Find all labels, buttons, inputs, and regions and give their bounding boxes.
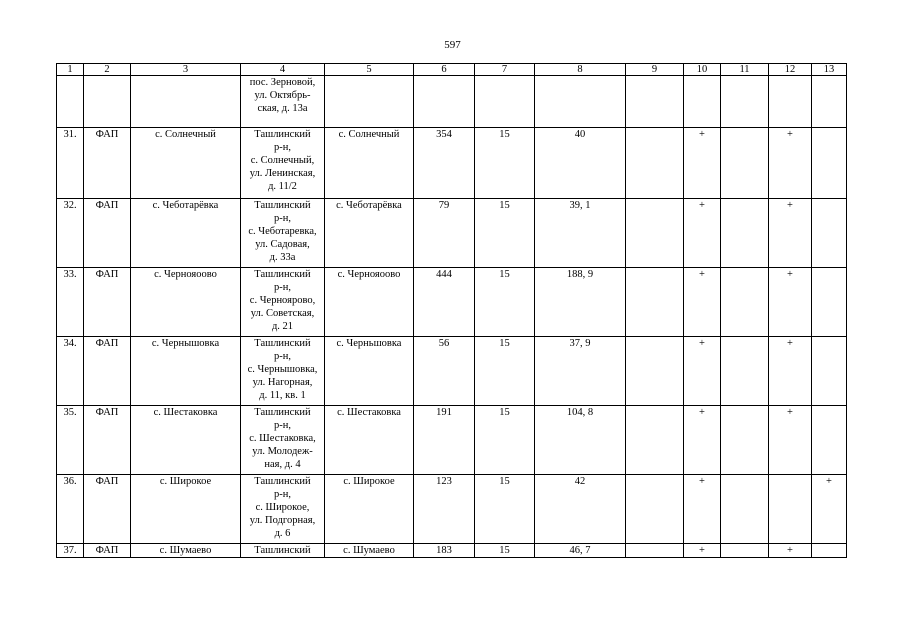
col11-value bbox=[721, 268, 769, 337]
address-line: р-н, bbox=[274, 489, 291, 500]
facility-table bbox=[56, 63, 847, 558]
row-number: 35. bbox=[57, 406, 84, 475]
col12-mark bbox=[769, 76, 812, 128]
address-line: Ташлинский bbox=[254, 269, 311, 280]
distance-value bbox=[475, 76, 535, 128]
distance-value: 15 bbox=[475, 406, 535, 475]
address-line: ул. Садовая, bbox=[255, 239, 310, 250]
settlement-name: с. Чеботарёвка bbox=[131, 199, 241, 268]
col9-value bbox=[626, 128, 684, 199]
column-header: 11 bbox=[721, 64, 769, 76]
table-row bbox=[57, 544, 847, 558]
col10-mark: + bbox=[684, 268, 721, 337]
col13-mark bbox=[812, 128, 847, 199]
col10-mark bbox=[684, 76, 721, 128]
address-line: с. Шестаковка, bbox=[249, 433, 316, 444]
area-value bbox=[535, 76, 626, 128]
column-header: 13 bbox=[812, 64, 847, 76]
col12-mark bbox=[769, 475, 812, 544]
distance-value: 15 bbox=[475, 199, 535, 268]
distance-value: 15 bbox=[475, 544, 535, 558]
col9-value bbox=[626, 475, 684, 544]
col13-mark bbox=[812, 406, 847, 475]
address-line: д. 6 bbox=[274, 528, 291, 539]
settlement-name: с. Солнечный bbox=[131, 128, 241, 199]
col9-value bbox=[626, 199, 684, 268]
col11-value bbox=[721, 406, 769, 475]
address-line: Ташлинский bbox=[254, 129, 311, 140]
served-settlement: с. Чернояоово bbox=[325, 268, 414, 337]
row-number: 33. bbox=[57, 268, 84, 337]
population-value: 123 bbox=[414, 475, 475, 544]
address-line: д. 21 bbox=[271, 321, 294, 332]
table-row bbox=[57, 128, 847, 199]
address-cell bbox=[241, 199, 325, 268]
table-row bbox=[57, 76, 847, 128]
area-value: 39, 1 bbox=[535, 199, 626, 268]
address-line: с. Чеботаревка, bbox=[248, 226, 317, 237]
col10-mark: + bbox=[684, 199, 721, 268]
col11-value bbox=[721, 128, 769, 199]
address-line: с. Солнечный, bbox=[250, 155, 315, 166]
served-settlement: с. Чеботарёвка bbox=[325, 199, 414, 268]
col11-value bbox=[721, 199, 769, 268]
col9-value bbox=[626, 268, 684, 337]
facility-type: ФАП bbox=[84, 128, 131, 199]
col13-mark bbox=[812, 544, 847, 558]
facility-type: ФАП bbox=[84, 475, 131, 544]
address-line: Ташлинский bbox=[254, 200, 311, 211]
facility-type: ФАП bbox=[84, 337, 131, 406]
address-line: ул. Советская, bbox=[250, 308, 315, 319]
col11-value bbox=[721, 337, 769, 406]
address-cell bbox=[241, 128, 325, 199]
col13-mark: + bbox=[812, 475, 847, 544]
row-number: 34. bbox=[57, 337, 84, 406]
facility-type: ФАП bbox=[84, 268, 131, 337]
column-header: 3 bbox=[131, 64, 241, 76]
col10-mark: + bbox=[684, 406, 721, 475]
row-number: 31. bbox=[57, 128, 84, 199]
column-header: 4 bbox=[241, 64, 325, 76]
distance-value: 15 bbox=[475, 337, 535, 406]
served-settlement: с. Шестаковка bbox=[325, 406, 414, 475]
address-line: д. 33а bbox=[269, 252, 296, 263]
col12-mark: + bbox=[769, 199, 812, 268]
col13-mark bbox=[812, 268, 847, 337]
address-cell bbox=[241, 475, 325, 544]
col9-value bbox=[626, 406, 684, 475]
table-header-row bbox=[57, 64, 847, 76]
address-line: ская, д. 13а bbox=[257, 103, 308, 114]
facility-type: ФАП bbox=[84, 406, 131, 475]
facility-type: ФАП bbox=[84, 544, 131, 558]
table-row bbox=[57, 268, 847, 337]
table-body bbox=[57, 76, 847, 558]
address-cell bbox=[241, 544, 325, 558]
col10-mark: + bbox=[684, 337, 721, 406]
column-header: 8 bbox=[535, 64, 626, 76]
served-settlement: с. Черньшовка bbox=[325, 337, 414, 406]
area-value: 40 bbox=[535, 128, 626, 199]
col10-mark: + bbox=[684, 544, 721, 558]
settlement-name bbox=[131, 76, 241, 128]
col11-value bbox=[721, 544, 769, 558]
distance-value: 15 bbox=[475, 475, 535, 544]
area-value: 104, 8 bbox=[535, 406, 626, 475]
settlement-name: с. Чернояоово bbox=[131, 268, 241, 337]
row-number: 32. bbox=[57, 199, 84, 268]
address-line: Ташлинский bbox=[254, 545, 311, 556]
address-cell bbox=[241, 76, 325, 128]
area-value: 46, 7 bbox=[535, 544, 626, 558]
facility-type bbox=[84, 76, 131, 128]
col11-value bbox=[721, 475, 769, 544]
distance-value: 15 bbox=[475, 128, 535, 199]
population-value: 191 bbox=[414, 406, 475, 475]
col12-mark: + bbox=[769, 337, 812, 406]
served-settlement: с. Шумаево bbox=[325, 544, 414, 558]
col13-mark bbox=[812, 199, 847, 268]
facility-type: ФАП bbox=[84, 199, 131, 268]
col9-value bbox=[626, 337, 684, 406]
address-line: ул. Октябрь- bbox=[254, 90, 311, 101]
table-row bbox=[57, 406, 847, 475]
address-line: ул. Нагорная, bbox=[252, 377, 313, 388]
address-line: с. Черноярово, bbox=[249, 295, 316, 306]
area-value: 37, 9 bbox=[535, 337, 626, 406]
served-settlement: с. Широкое bbox=[325, 475, 414, 544]
population-value bbox=[414, 76, 475, 128]
served-settlement bbox=[325, 76, 414, 128]
settlement-name: с. Шестаковка bbox=[131, 406, 241, 475]
address-line: р-н, bbox=[274, 142, 291, 153]
address-line: ул. Ленинская, bbox=[249, 168, 316, 179]
column-header: 10 bbox=[684, 64, 721, 76]
col12-mark: + bbox=[769, 128, 812, 199]
address-line: Ташлинский bbox=[254, 407, 311, 418]
address-line: р-н, bbox=[274, 213, 291, 224]
settlement-name: с. Чернышовка bbox=[131, 337, 241, 406]
address-line: с. Чернышовка, bbox=[247, 364, 318, 375]
column-header: 1 bbox=[57, 64, 84, 76]
settlement-name: с. Шумаево bbox=[131, 544, 241, 558]
served-settlement: с. Солнечный bbox=[325, 128, 414, 199]
column-header: 6 bbox=[414, 64, 475, 76]
address-line: Ташлинский bbox=[254, 338, 311, 349]
address-line: с. Широкое, bbox=[255, 502, 310, 513]
area-value: 188, 9 bbox=[535, 268, 626, 337]
col10-mark: + bbox=[684, 128, 721, 199]
table-row bbox=[57, 337, 847, 406]
page-number: 597 bbox=[444, 39, 461, 51]
col10-mark: + bbox=[684, 475, 721, 544]
address-line: ная, д. 4 bbox=[264, 459, 301, 470]
population-value: 444 bbox=[414, 268, 475, 337]
population-value: 354 bbox=[414, 128, 475, 199]
address-line: д. 11, кв. 1 bbox=[259, 390, 306, 401]
table-row bbox=[57, 475, 847, 544]
area-value: 42 bbox=[535, 475, 626, 544]
row-number: 36. bbox=[57, 475, 84, 544]
population-value: 79 bbox=[414, 199, 475, 268]
address-line: ул. Подгорная, bbox=[249, 515, 316, 526]
address-cell bbox=[241, 406, 325, 475]
column-header: 2 bbox=[84, 64, 131, 76]
address-line: ул. Молодеж- bbox=[252, 446, 313, 457]
address-line: пос. Зерновой, bbox=[249, 77, 316, 88]
row-number bbox=[57, 76, 84, 128]
population-value: 56 bbox=[414, 337, 475, 406]
column-header: 9 bbox=[626, 64, 684, 76]
address-cell bbox=[241, 337, 325, 406]
col13-mark bbox=[812, 76, 847, 128]
col13-mark bbox=[812, 337, 847, 406]
col9-value bbox=[626, 76, 684, 128]
distance-value: 15 bbox=[475, 268, 535, 337]
col11-value bbox=[721, 76, 769, 128]
population-value: 183 bbox=[414, 544, 475, 558]
column-header: 5 bbox=[325, 64, 414, 76]
address-line: р-н, bbox=[274, 282, 291, 293]
address-line: д. 11/2 bbox=[268, 181, 297, 192]
col12-mark: + bbox=[769, 406, 812, 475]
table-row bbox=[57, 199, 847, 268]
row-number: 37. bbox=[57, 544, 84, 558]
col12-mark: + bbox=[769, 544, 812, 558]
address-line: р-н, bbox=[274, 351, 291, 362]
address-cell bbox=[241, 268, 325, 337]
col9-value bbox=[626, 544, 684, 558]
settlement-name: с. Широкое bbox=[131, 475, 241, 544]
column-header: 7 bbox=[475, 64, 535, 76]
column-header: 12 bbox=[769, 64, 812, 76]
col12-mark: + bbox=[769, 268, 812, 337]
address-line: р-н, bbox=[274, 420, 291, 431]
address-line: Ташлинский bbox=[254, 476, 311, 487]
